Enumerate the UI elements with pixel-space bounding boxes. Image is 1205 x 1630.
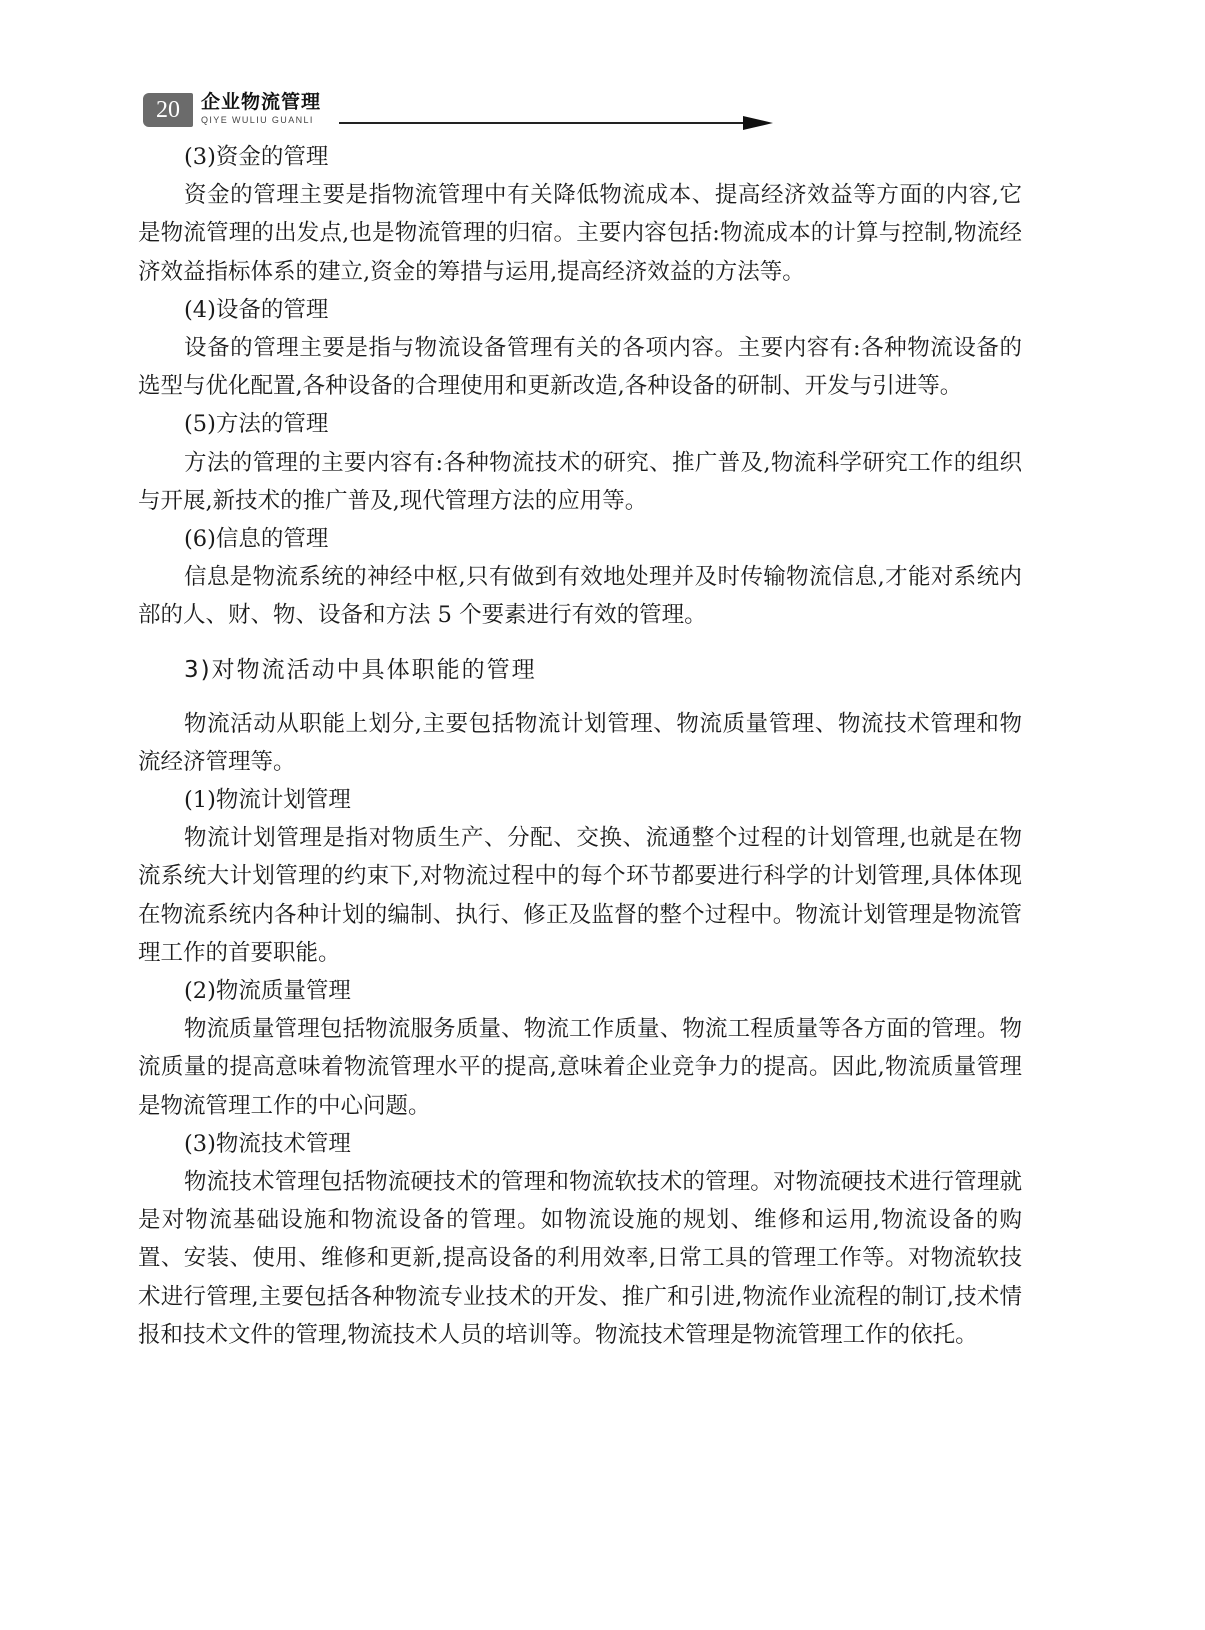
paragraph-quality: 物流质量管理包括物流服务质量、物流工作质量、物流工程质量等各方面的管理。物流质量的提高意味着物流管理水平的提高,意味着企业竞争力的提高。因此,物流质量管理是物流管理工作的中心问题。	[138, 1016, 1022, 1119]
page-body	[138, 138, 1022, 1354]
paragraph-technology: 物流技术管理包括物流硬技术的管理和物流软技术的管理。对物流硬技术进行管理就是对物流基础设施和物流设备的管理。如物流设施的规划、维修和运用,物流设备的购置、安装、使用、维修和更新,提高设备的利用效率,日常工具的管理工作等。对物流软技术进行管理,主要包括各种物流专业技术的开发、推广和引进,物流作业流程的制订,技术情报和技术文件的管理,物流技术人员的培训等。物流技术管理是物流管理工作的依托。	[138, 1169, 1022, 1348]
section-heading-functions: 3)对物流活动中具体职能的管理	[184, 656, 537, 683]
subheading-technology: (3)物流技术管理	[184, 1130, 351, 1157]
page-number: 20	[143, 93, 193, 127]
subheading-quality: (2)物流质量管理	[184, 978, 351, 1005]
header-arrow-icon	[743, 116, 773, 130]
header-rule	[339, 122, 749, 124]
paragraph-methods: 方法的管理的主要内容有:各种物流技术的研究、推广普及,物流科学研究工作的组织与开展,新技术的推广普及,现代管理方法的应用等。	[138, 449, 1022, 514]
paragraph-information: 信息是物流系统的神经中枢,只有做到有效地处理并及时传输物流信息,才能对系统内部的人、财、物、设备和方法 5 个要素进行有效的管理。	[138, 564, 1022, 629]
subheading-methods: (5)方法的管理	[184, 411, 329, 438]
subheading-funds: (3)资金的管理	[184, 144, 329, 170]
book-title: 企业物流管理	[201, 91, 322, 113]
subheading-equipment: (4)设备的管理	[184, 296, 329, 323]
subheading-information: (6)信息的管理	[184, 526, 329, 553]
paragraph-equipment: 设备的管理主要是指与物流设备管理有关的各项内容。主要内容有:各种物流设备的选型与优化配置,各种设备的合理使用和更新改造,各种设备的研制、开发与引进等。	[138, 335, 1022, 400]
running-header	[143, 91, 633, 129]
paragraph-planning: 物流计划管理是指对物质生产、分配、交换、流通整个过程的计划管理,也就是在物流系统大计划管理的约束下,对物流过程中的每个环节都要进行科学的计划管理,具体体现在物流系统内各种计划的编制、执行、修正及监督的整个过程中。物流计划管理是物流管理工作的首要职能。	[138, 825, 1022, 966]
paragraph-functions-intro: 物流活动从职能上划分,主要包括物流计划管理、物流质量管理、物流技术管理和物流经济管理等。	[138, 710, 1022, 775]
book-subtitle: QIYE WULIU GUANLI	[201, 115, 314, 125]
subheading-planning: (1)物流计划管理	[184, 787, 351, 814]
paragraph-funds: 资金的管理主要是指物流管理中有关降低物流成本、提高经济效益等方面的内容,它是物流管理的出发点,也是物流管理的归宿。主要内容包括:物流成本的计算与控制,物流经济效益指标体系的建立,资金的筹措与运用,提高经济效益的方法等。	[138, 182, 1022, 285]
